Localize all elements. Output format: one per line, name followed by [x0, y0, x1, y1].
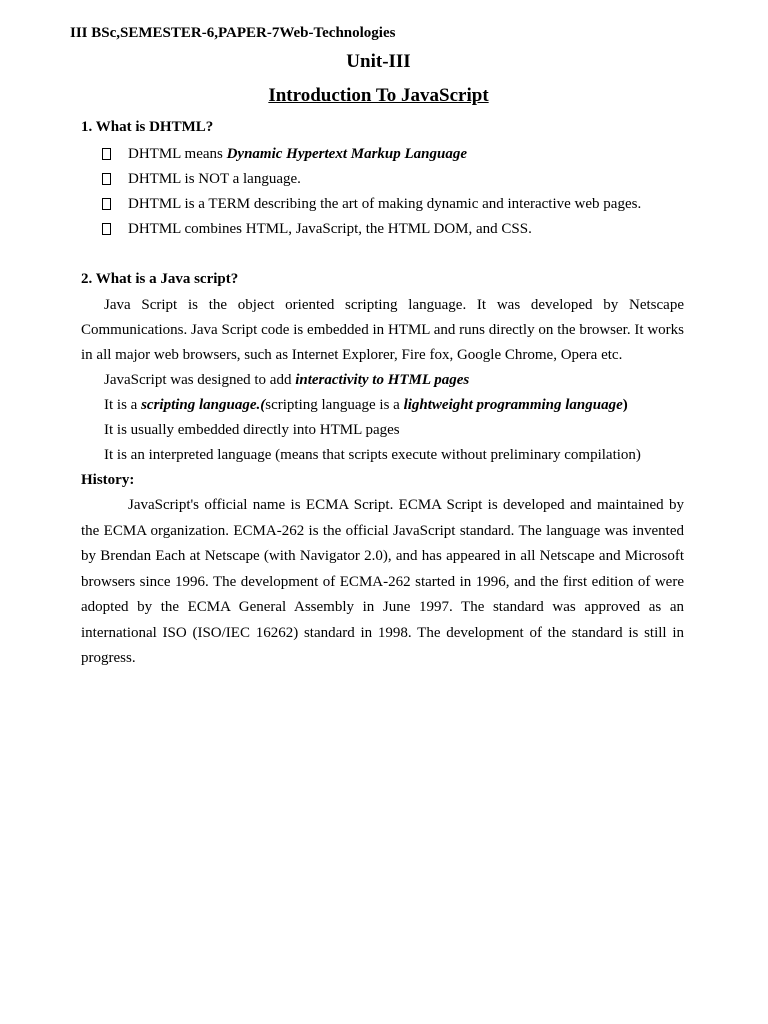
- javascript-line-interpreted: It is an interpreted language (means that scripts execute without preliminary compilation): [104, 447, 641, 463]
- section-javascript: [81, 269, 684, 672]
- line-text: ): [622, 397, 628, 413]
- line-text: It is a: [104, 397, 142, 413]
- checkbox-glyph-icon: [102, 198, 111, 210]
- line-text: JavaScript was designed to add: [104, 372, 296, 388]
- unit-title: Unit-III: [346, 51, 411, 72]
- checkbox-glyph-icon: [102, 173, 111, 185]
- javascript-intro-paragraph: Java Script is the object oriented scripting language. It was developed by Netscape Communications. Java Script code is embedded in HTML and runs directly on the browser. It works in all major web browsers, such as Internet Explorer, Fire fox, Google Chrome, Opera etc.: [81, 297, 684, 363]
- section-heading-javascript: 2. What is a Java script?: [81, 271, 239, 287]
- list-item: [81, 167, 684, 192]
- javascript-line-interactivity: [81, 368, 684, 393]
- bullet-text: DHTML is a TERM describing the art of making dynamic and interactive web pages.: [128, 196, 642, 212]
- list-item: [81, 217, 684, 242]
- bullet-emphasis: Dynamic Hypertext Markup Language: [226, 146, 468, 162]
- line-emphasis: interactivity to HTML pages: [295, 372, 470, 388]
- checkbox-glyph-icon: [102, 223, 111, 235]
- section-dhtml: [81, 117, 684, 242]
- bullet-text: DHTML means: [128, 146, 227, 162]
- bullet-text: DHTML combines HTML, JavaScript, the HTML DOM, and CSS.: [128, 221, 532, 237]
- running-header: III BSc,SEMESTER-6,PAPER-7Web-Technologies: [70, 25, 396, 41]
- history-paragraph: JavaScript's official name is ECMA Script. ECMA Script is developed and maintained by the ECMA organization. ECMA-262 is the official JavaScript standard. The language was invented by Brendan Each at Netscape (with Navigator 2.0), and has appeared in all Netscape and Microsoft browsers since 1996. The development of ECMA-262 started in 1996, and the first edition of were adopted by the ECMA General Assembly in June 1997. The standard was approved as an international ISO (ISO/IEC 16262) standard in 1998. The development of the standard is still in progress.: [81, 497, 684, 666]
- javascript-line-embedded: It is usually embedded directly into HTML pages: [104, 422, 400, 438]
- checkbox-glyph-icon: [102, 148, 111, 160]
- javascript-line-scripting: [81, 393, 684, 418]
- line-emphasis: scripting language.(: [141, 397, 266, 413]
- list-item: [81, 142, 684, 167]
- page-title: Introduction To JavaScript: [268, 85, 489, 106]
- dhtml-bullet-list: [81, 142, 684, 242]
- section-heading-dhtml: 1. What is DHTML?: [81, 119, 214, 135]
- section-heading-history: History:: [81, 472, 135, 488]
- line-emphasis: lightweight programming language: [403, 397, 623, 413]
- list-item: [81, 192, 684, 217]
- bullet-text: DHTML is NOT a language.: [128, 171, 301, 187]
- line-text: scripting language is a: [265, 397, 404, 413]
